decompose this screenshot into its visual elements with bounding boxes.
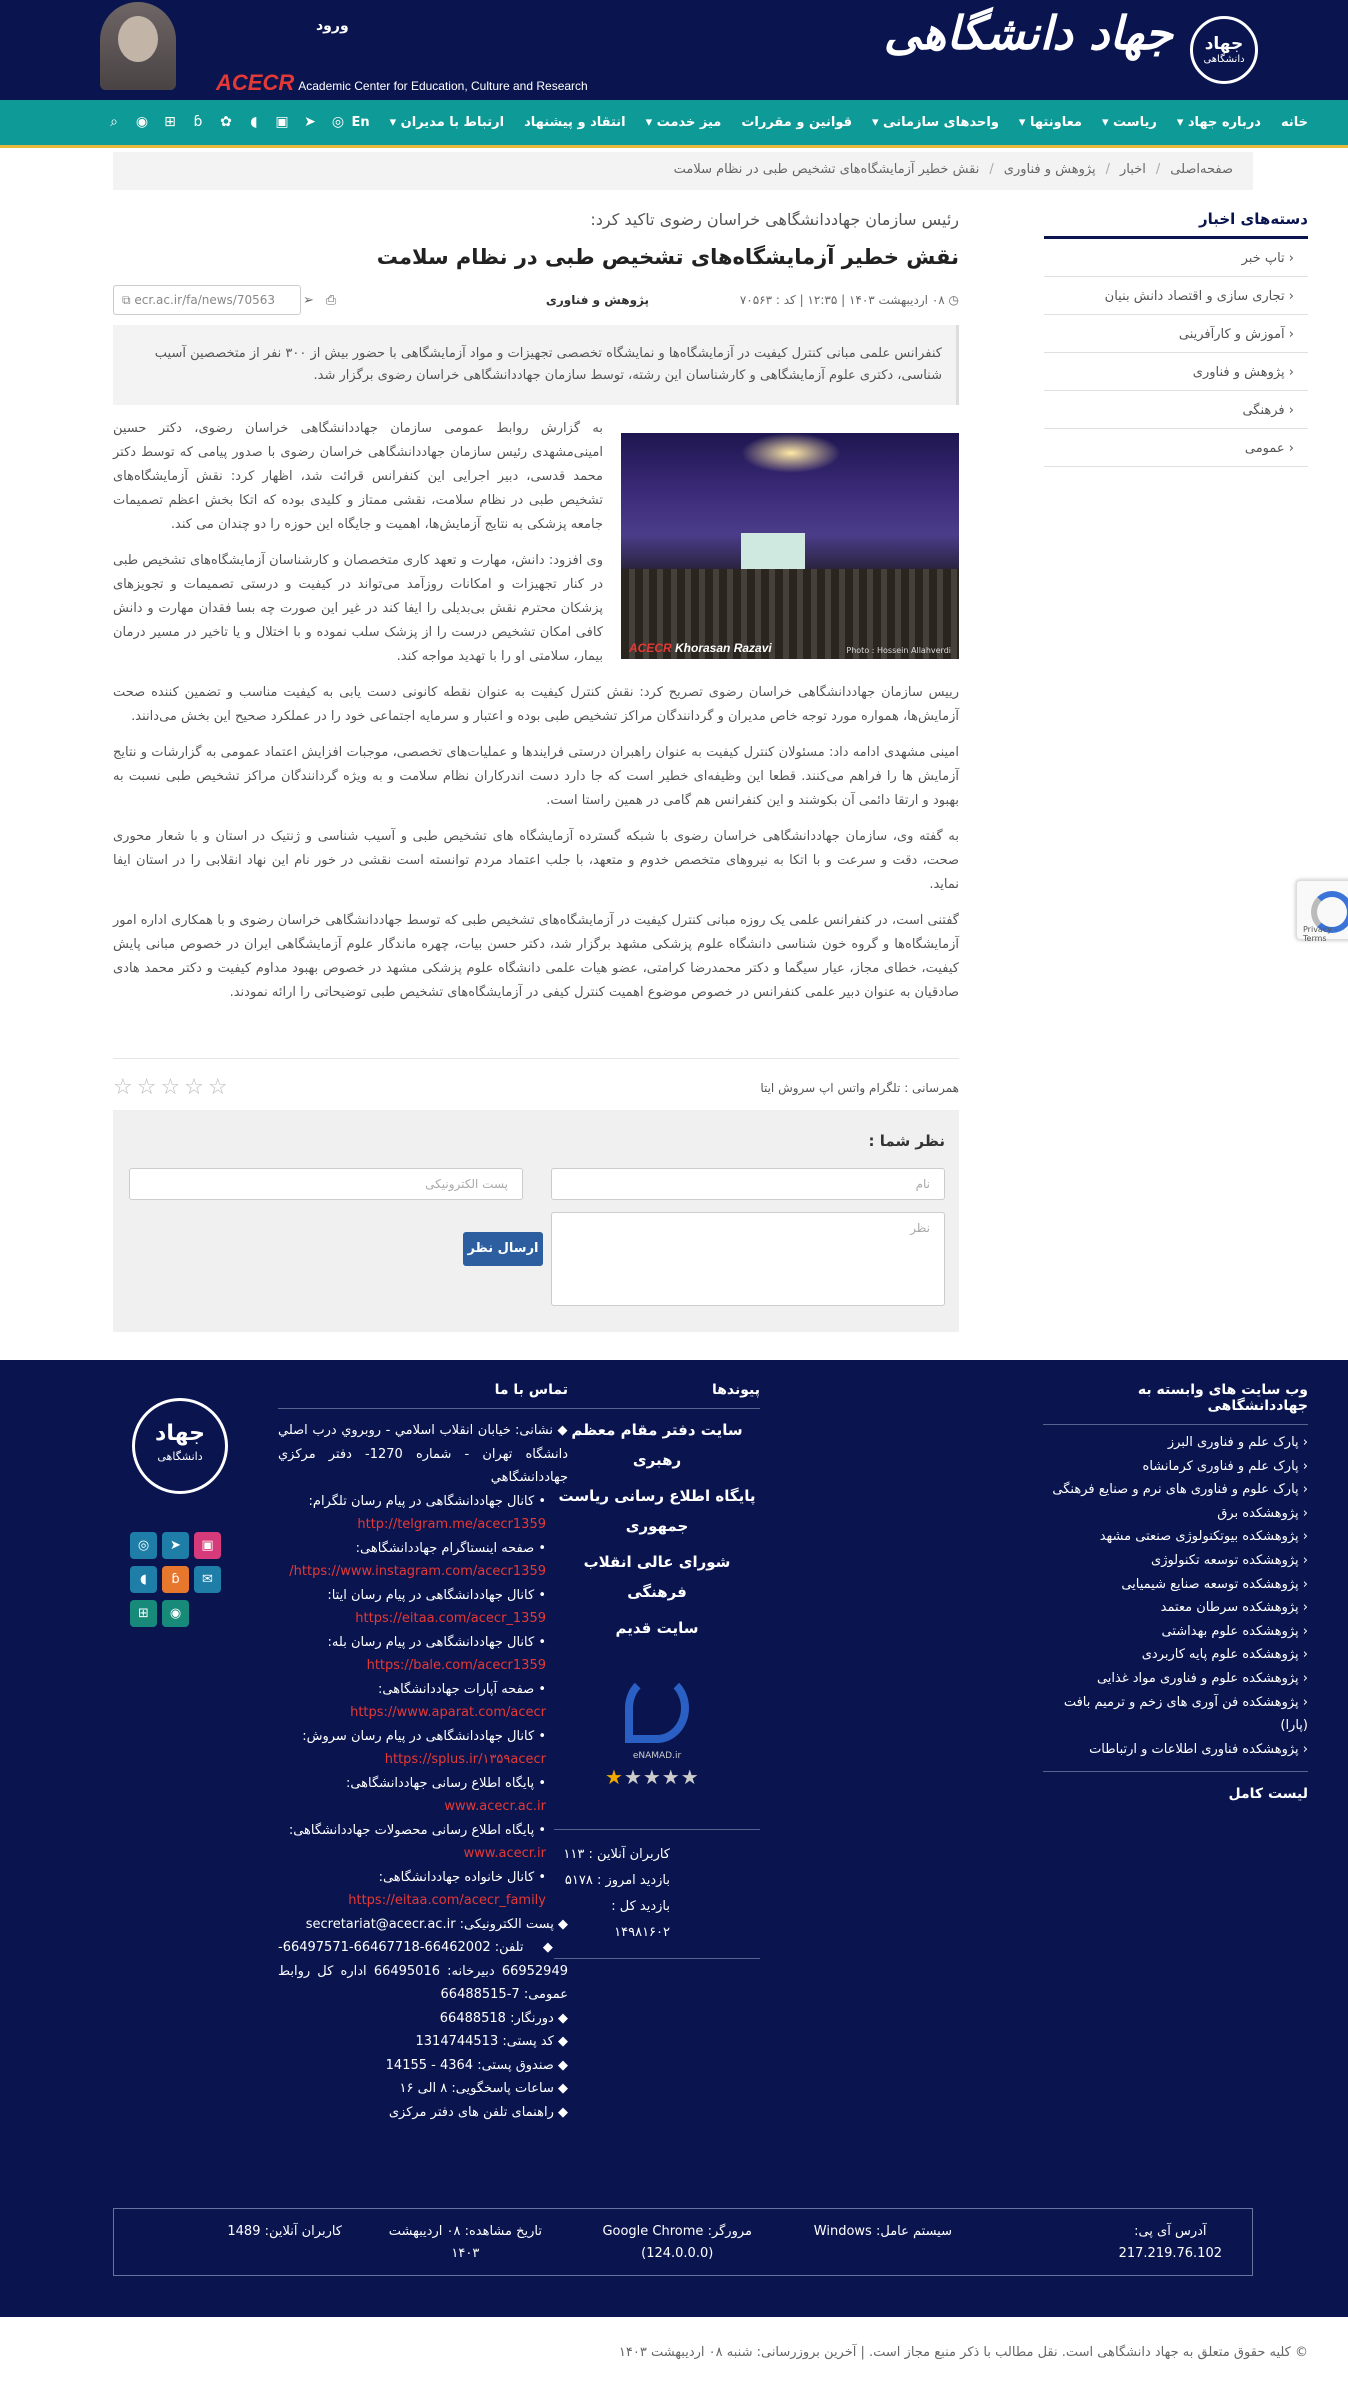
- comment-title: نظر شما :: [868, 1132, 945, 1150]
- article: [113, 210, 959, 1005]
- contact-item: ◆ تلفن: 66462002-66467718-66497571-66952949 دبیرخانه: 66495016 اداره کل روابط عمومی: 7-66488515: [278, 1940, 568, 2002]
- contact-item[interactable]: • پایگاه اطلاع رسانی محصولات جهاددانشگاهی: www.acecr.ir: [288, 1822, 546, 1861]
- visitor-info: [113, 2208, 1253, 2276]
- article-date: ◷ ۰۸ اردیبهشت ۱۴۰۳ | ۱۲:۳۵ | کد : ۷۰۵۶۳: [739, 293, 959, 307]
- chandelier: [741, 433, 841, 473]
- affiliated-sites: [1043, 1382, 1308, 1802]
- council-site-link[interactable]: شورای عالی انقلاب فرهنگی: [583, 1553, 731, 1601]
- copyright: © کلیه حقوق متعلق به جهاد دانشگاهی است. نقل مطالب با ذکر منبع مجاز است. | آخرین بروزرسانی: شنبه ۰۸ اردیبهشت ۱۴۰۳: [0, 2317, 1348, 2391]
- bale-icon[interactable]: ɓ: [193, 114, 203, 130]
- affiliated-site-link[interactable]: ‹ پژوهشکده علوم و فناوری مواد غذایی: [1096, 1670, 1308, 1686]
- article-paragraph: به گزارش روابط عمومی سازمان جهاددانشگاهی خراسان رضوی، دکتر حسین امینی‌مشهدی رئیس سازمان جهاددانشگاهی خراسان رضوی با صدور پیامی که توسط دکتر محمد قدسی، دبیر اجرایی این کنفرانس قرائت شد، اظهار کرد: نقش آزمایشگاه‌های تشخیص طبی در نظام سلامت، نقشی ممتاز و کلیدی بوده که اتکا بخش اعظم تصمیمات جامعه پزشکی به نتایج آزمایش‌ها، اهمیت و جایگاه این حوزه را دو چندان می کند.: [113, 421, 603, 532]
- nav-item[interactable]: خانه: [1280, 115, 1308, 130]
- submit-comment-button[interactable]: ارسال نظر: [463, 1232, 543, 1266]
- browser-info: مرورگر: Google Chrome (124.0.0.0): [602, 2224, 752, 2261]
- soroush-icon[interactable]: ▣: [275, 114, 289, 130]
- sidebar-title: دسته‌های اخبار: [1044, 210, 1308, 239]
- photo-credit: Photo : Hossein Allahverdi: [846, 646, 951, 655]
- sitemap-icon[interactable]: ⊞: [130, 1600, 157, 1627]
- article-lead: کنفرانس علمی مبانی کنترل کیفیت در آزمایشگاه‌ها و نمایشگاه تخصصی تجهیزات و مواد آزمایشگاهی با حضور بیش از ۳۰۰ نفر از متخصصین آسیب شناسی، دکتری علوم آزمایشگاهی و کارشناسان این رشته، توسط سازمان جهاددانشگاهی خراسان رضوی برگزار شد.: [113, 325, 959, 405]
- contact-item: ◆ دورنگار: 66488518: [439, 2010, 568, 2026]
- category-item[interactable]: ‹ تاپ خبر: [1044, 239, 1308, 277]
- contact-item: ◆ نشانی: خیابان انقلاب اسلامي - روبروي درب اصلي دانشگاه تهران - شماره 1270- دفتر مرکزي جهاددانشگاهي: [278, 1423, 569, 1485]
- nav-item[interactable]: قوانین و مقررات: [741, 115, 852, 130]
- old-site-link[interactable]: سایت قدیم: [615, 1619, 699, 1637]
- article-title: نقش خطیر آزمایشگاه‌های تشخیص طبی در نظام سلامت: [376, 245, 959, 269]
- nav-item[interactable]: En: [351, 115, 370, 130]
- telegram-icon[interactable]: ➤: [162, 1532, 189, 1559]
- site-header: [0, 0, 1348, 100]
- contact-item: ◆ ساعات پاسخگویی: ۸ الی ۱۶: [399, 2081, 568, 2096]
- contact-item: ◆ کد پستی: 1314744513: [415, 2034, 568, 2049]
- short-url-box[interactable]: ⧉ ecr.ac.ir/fa/news/70563: [113, 285, 301, 315]
- photo-watermark: ACECR Khorasan Razavi: [629, 641, 772, 655]
- affiliated-site-link[interactable]: ‹ پژوهشکده علوم پایه کاربردی: [1141, 1647, 1308, 1663]
- president-site-link[interactable]: پایگاه اطلاع رسانی ریاست جمهوری: [558, 1487, 756, 1535]
- affiliated-site-link[interactable]: ‹ پارک علم و فناوری کرمانشاه: [1142, 1458, 1308, 1474]
- footer-social-icons: [130, 1532, 230, 1634]
- nav-item[interactable]: ارتباط با مدیران ▾: [389, 115, 505, 130]
- breadcrumb: صفحه‌اصلی / اخبار / پژوهش و فناوری / نقش خطیر آزمایشگاه‌های تشخیص طبی در نظام سلامت: [113, 152, 1253, 190]
- contact-item: ◆ پست الکترونیکی: secretariat@acecr.ac.ir: [305, 1916, 568, 1932]
- nav-item[interactable]: ریاست ▾: [1101, 115, 1157, 130]
- article-paragraph: رییس سازمان جهاددانشگاهی خراسان رضوی تصریح کرد: نقش کنترل کیفیت به عنوان نقطه کانونی دست یابی به کیفیت مناسب و تضمین کننده صحت آزمایش‌ها، همواره مورد توجه خاص مدیران و گردانندگان مراکز تشخیص طبی بوده و اعتبار و سرمایه اجتماعی خود را در عملکرد صحیح این بخش می‌دانند.: [113, 685, 959, 724]
- category-item[interactable]: ‹ عمومی: [1044, 429, 1308, 467]
- online-users: کاربران آنلاین: 1489: [227, 2224, 342, 2239]
- contact-item[interactable]: • کانال جهاددانشگاهی در پیام رسان بله: https://bale.com/acecr1359: [327, 1634, 546, 1673]
- nav-item[interactable]: درباره جهاد ▾: [1176, 115, 1261, 130]
- main-nav: [0, 100, 1348, 148]
- soroush-icon[interactable]: ▣: [194, 1532, 221, 1559]
- article-photo[interactable]: [621, 433, 959, 659]
- site-title-logo[interactable]: جهاد دانشگاهی: [883, 6, 1173, 60]
- email-input[interactable]: پست الکترونیکی: [129, 1168, 523, 1200]
- contact-item: ◆ صندوق پستی: 4364 - 14155: [385, 2057, 568, 2073]
- print-icon[interactable]: ⎙: [325, 293, 349, 308]
- affiliated-site-link[interactable]: ‹ پژوهشکده علوم بهداشتی: [1161, 1623, 1308, 1639]
- breadcrumb-category[interactable]: پژوهش و فناوری: [1003, 162, 1096, 177]
- links-title: پیوندها: [554, 1382, 760, 1409]
- article-category[interactable]: پژوهش و فناوری: [545, 293, 649, 307]
- breadcrumb-home[interactable]: صفحه‌اصلی: [1170, 162, 1233, 177]
- affiliated-site-link[interactable]: ‹ پژوهشکده بیوتکنولوژی صنعتی مشهد: [1099, 1529, 1308, 1545]
- category-item[interactable]: ‹ فرهنگی: [1044, 391, 1308, 429]
- full-list-link[interactable]: لیست کامل: [1043, 1771, 1308, 1802]
- nav-item[interactable]: واحدهای سازمانی ▾: [871, 115, 999, 130]
- recaptcha-badge[interactable]: Privacy - Terms: [1296, 880, 1348, 940]
- affiliated-site-link[interactable]: ‹ پارک علم و فناوری البرز: [1167, 1435, 1308, 1450]
- enamad-icon: [625, 1673, 689, 1743]
- instagram-icon[interactable]: ◎: [130, 1532, 157, 1559]
- login-link[interactable]: ورود: [316, 18, 349, 34]
- nav-item[interactable]: انتقاد و پیشنهاد: [524, 115, 626, 130]
- rating-stars[interactable]: ☆☆☆☆☆: [113, 1075, 232, 1100]
- category-item[interactable]: ‹ آموزش و کارآفرینی: [1044, 315, 1308, 353]
- contact-item[interactable]: • صفحه آپارات جهاددانشگاهی: https://www.aparat.com/acecr: [350, 1681, 546, 1720]
- footer: [0, 1360, 1348, 2317]
- contact-title: تماس با ما: [278, 1382, 568, 1409]
- article-kicker: رئیس سازمان جهاددانشگاهی خراسان رضوی تاکید کرد:: [590, 210, 959, 229]
- affiliated-site-link[interactable]: ‹ پژوهشکده توسعه تکنولوژی: [1151, 1552, 1308, 1568]
- article-paragraph: گفتنی است، در کنفرانس علمی یک روزه مبانی کنترل کیفیت در آزمایشگاه‌های تشخیص طبی که توسط جهاددانشگاهی خراسان رضوی و با همکاری اداره امور آزمایشگاه‌ها و گروه خون شناسی دانشگاه علوم پزشکی مشهد برگزار شد، دکتر حسن بیات، چهره ماندگار علوم آزمایشگاهی ایران در خصوص مبانی پایش کیفیت، خطای مجاز، عیار سیگما و دکتر محمدرضا کرامتی، عضو هیات علمی دانشگاه علوم پزشکی مشهد در خصوص بهبود مداوم کیفیت و دکتر محمد هادی صادقیان به عنوان دبیر علمی کنفرانس در خصوص موضوع اهمیت کنترل کیفی در آزمایشگاه‌های تشخیص طبی توضیحاتی را ارائه نمودند.: [113, 913, 959, 1000]
- contact-item[interactable]: • پایگاه اطلاع رسانی جهاددانشگاهی: www.acecr.ac.ir: [345, 1775, 546, 1814]
- contact-item[interactable]: • کانال جهاددانشگاهی در پیام رسان سروش: https://splus.ir/۱۳۵۹acecr: [302, 1728, 546, 1767]
- search-icon[interactable]: ⌕: [110, 114, 118, 130]
- nav-item[interactable]: معاونتها ▾: [1018, 115, 1082, 130]
- breadcrumb-current: نقش خطیر آزمایشگاه‌های تشخیص طبی در نظام سلامت: [673, 162, 980, 177]
- acecr-tagline: ACECR Academic Center for Education, Culture and Research: [216, 70, 588, 95]
- email-icon[interactable]: ✉: [194, 1566, 221, 1593]
- leader-site-link[interactable]: سایت دفتر مقام معظم رهبری: [571, 1421, 743, 1469]
- os-info: سیستم عامل: Windows: [813, 2224, 952, 2239]
- affiliated-site-link[interactable]: ‹ پژوهشکده برق: [1217, 1505, 1308, 1521]
- breadcrumb-news[interactable]: اخبار: [1120, 162, 1146, 177]
- comment-textarea[interactable]: نظر: [551, 1212, 945, 1306]
- share-links[interactable]: همرسانی : تلگرام واتس اپ سروش ایتا: [760, 1081, 959, 1095]
- affiliated-site-link[interactable]: ‹ پژوهشکده فن آوری های زخم و ترمیم بافت (پارا): [1063, 1694, 1308, 1734]
- contact-item: ◆ راهنمای تلفن های دفتر مرکزی: [388, 2104, 568, 2120]
- rss-icon[interactable]: ◉: [135, 114, 149, 130]
- comment-form: [113, 1110, 959, 1332]
- affiliated-site-link[interactable]: ‹ پارک علوم و فناوری های نرم و صنایع فرهنگی: [1052, 1482, 1308, 1498]
- copy-icon[interactable]: ⧉: [122, 293, 131, 307]
- category-item[interactable]: ‹ تجاری سازی و اقتصاد دانش بنیان: [1044, 277, 1308, 315]
- rss-icon[interactable]: ◉: [162, 1600, 189, 1627]
- category-item[interactable]: ‹ پژوهش و فناوری: [1044, 353, 1308, 391]
- eitaa-icon[interactable]: ◖: [250, 114, 258, 130]
- nav-icons: [104, 112, 356, 132]
- aparat-icon[interactable]: ✿: [220, 114, 232, 130]
- article-paragraph: به گفته وی، سازمان جهاددانشگاهی خراسان رضوی با شبکه گسترده آزمایشگاه های تشخیص طبی و آسیب شناسی و ژنتیک در استان و با شعار محوری صحت، دقت و سرعت و با اتکا به نیروهای متخصص خدوم و متعهد، با جلب اعتماد مردم توانسته است نقشی در خور نام این نهاد انقلابی را در استان ایفا نماید.: [113, 829, 959, 892]
- contact-item[interactable]: • صفحه اینستاگرام جهاددانشگاهی: https://www.instagram.com/acecr1359/: [289, 1540, 546, 1579]
- sitemap-icon[interactable]: ⊞: [164, 114, 176, 130]
- news-categories: [1044, 210, 1308, 467]
- article-body: [113, 417, 959, 1005]
- jahad-logo[interactable]: جهاد دانشگاهی: [1190, 16, 1258, 84]
- ip-info: آدرس آی پی: 217.219.76.102: [1118, 2224, 1222, 2261]
- affiliated-title: وب سایت های وابسته به جهاددانشگاهی: [1043, 1382, 1308, 1425]
- bale-icon[interactable]: ɓ: [162, 1566, 189, 1593]
- links-column: [554, 1382, 760, 1959]
- projection-screen: [741, 533, 805, 573]
- eitaa-icon[interactable]: ◖: [130, 1566, 157, 1593]
- affiliated-site-link[interactable]: ‹ پژوهشکده توسعه صنایع شیمیایی: [1121, 1576, 1308, 1592]
- instagram-icon[interactable]: ◎: [331, 114, 345, 130]
- contact-item[interactable]: • کانال جهاددانشگاهی در پیام رسان ایتا: https://eitaa.com/acecr_1359: [327, 1587, 546, 1626]
- leaders-image: [100, 2, 176, 90]
- affiliated-site-link[interactable]: ‹ پژوهشکده سرطان معتمد: [1160, 1600, 1308, 1616]
- footer-logo: جهاد دانشگاهی: [132, 1398, 228, 1494]
- send-icon[interactable]: ➢: [303, 293, 326, 308]
- article-tools: [303, 293, 348, 308]
- article-paragraph: وی افزود: دانش، مهارت و تعهد کاری متخصصان و کارشناسان آزمایشگاه‌های تشخیص طبی در کنار تجهیزات و امکانات روزآمد می‌تواند در کیفیت و درستی تصمیمات و تجویزهای پزشکان محترم نقش بی‌بدیلی را ایفا کند در غیر این صورت چه بسا فقدان مهارت و دانش کافی امکان تشخیص درست را از پزشک سلب نموده و با اختلال و یا تاخیر در مسیر درمان بیمار، سلامتی او را با تهدید مواجه کند.: [113, 553, 603, 664]
- site-stats: کاربران آنلاین : ۱۱۳ بازدید امروز : ۵۱۷۸ بازدید کل : ۱۴۹۸۱۶۰۲: [554, 1829, 760, 1959]
- article-meta: [113, 285, 959, 319]
- article-paragraph: امینی مشهدی ادامه داد: مسئولان کنترل کیفیت به عنوان راهبران درستی فرایندها و عملیات‌های تخصصی، موجبات افزایش اعتماد عمومی به گزارشات و نتایج آزمایش ها را فراهم می‌کنند. قطعا این وظیفه‌ای خطیر است که جا دارد دست اندرکاران نظام سلامت و به ویژه گردانندگان مراکز تشخیص طبی نسبت به بهبود و ارتقا دائمی آن بکوشند و این کنفرانس هم گامی در همین راستا است.: [113, 745, 959, 808]
- name-input[interactable]: نام: [551, 1168, 945, 1200]
- contact-item[interactable]: • کانال جهاددانشگاهی در پیام رسان تلگرام: http://telgram.me/acecr1359: [308, 1493, 546, 1532]
- enamad-stars: ★★★★★: [605, 1765, 700, 1789]
- enamad-badge[interactable]: eNAMAD.ir ★★★★★: [605, 1673, 709, 1799]
- view-date: تاریخ مشاهده: ۰۸ اردیبهشت ۱۴۰۳: [388, 2224, 542, 2261]
- telegram-icon[interactable]: ➤: [304, 114, 316, 130]
- affiliated-site-link[interactable]: ‹ پژوهشکده فناوری اطلاعات و ارتباطات: [1089, 1741, 1308, 1757]
- nav-item[interactable]: میز خدمت ▾: [645, 115, 722, 130]
- contact-us: [278, 1382, 568, 2124]
- contact-item[interactable]: • کانال خانواده جهاددانشگاهی: https://eitaa.com/acecr_family: [348, 1869, 546, 1908]
